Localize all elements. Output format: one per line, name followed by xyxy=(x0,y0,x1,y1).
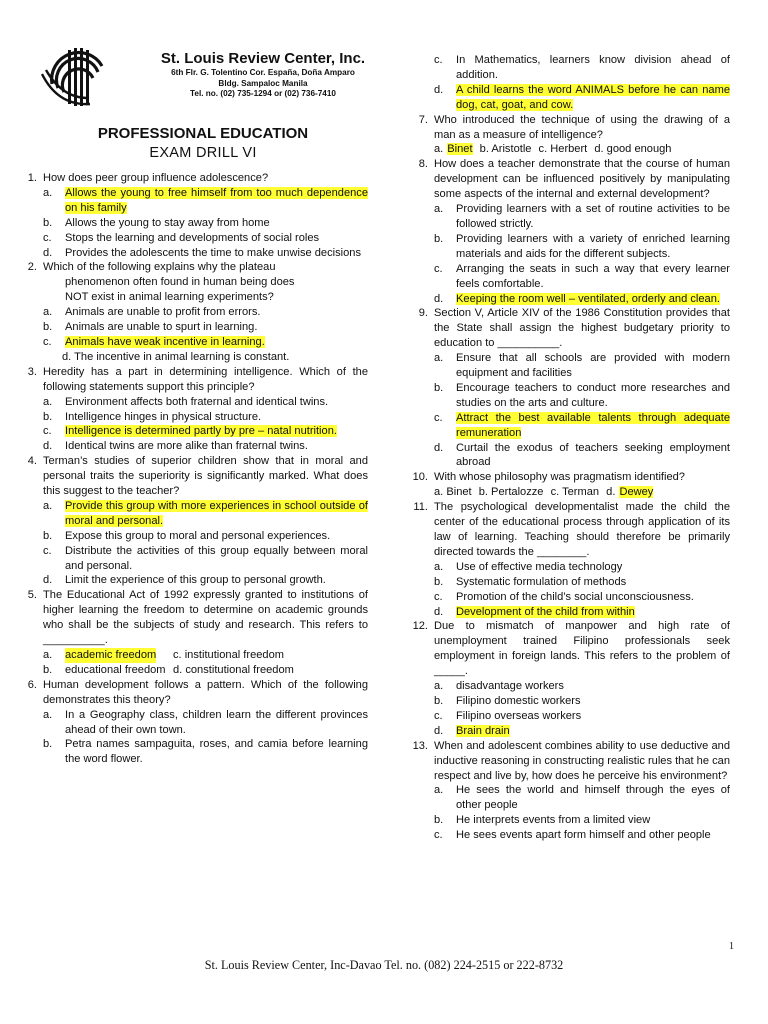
question-6: 6. Human development follows a pattern. Which of the following demonstrates this theory? xyxy=(27,678,368,706)
question-3: 3. Heredity has a part in determining intelligence. Which of the following statements support this principle? xyxy=(27,365,368,393)
option: b. Expose this group to moral and personal experiences. xyxy=(43,529,331,542)
answer-highlight: academic freedom xyxy=(65,649,157,661)
company-logo-icon xyxy=(38,44,118,110)
answer-highlight: Provide this group with more experiences in school outside of moral and personal. xyxy=(65,499,368,527)
option: b. Encourage teachers to conduct more researches and studies on the arts and culture. xyxy=(434,381,730,409)
option-row: a. Binet b. Aristotle c. Herbert d. good enough xyxy=(434,143,672,156)
option: d. Identical twins are more alike than fraternal twins. xyxy=(43,440,308,453)
option: b. Intelligence hinges in physical structure. xyxy=(43,410,262,423)
option: d. Curtail the exodus of teachers seeking employment abroad xyxy=(434,441,730,469)
option: d. A child learns the word ANIMALS before he can name dog, cat, goat, and cow. xyxy=(434,83,730,111)
question-10: 10. With whose philosophy was pragmatism identified? xyxy=(412,471,685,484)
letterhead xyxy=(118,50,408,100)
option: b. Petra names sampaguita, roses, and camia before learning the word flower. xyxy=(43,738,368,766)
option-row: a. Binet b. Pertalozze c. Terman d. Dewey xyxy=(434,486,654,499)
option: b. Providing learners with a variety of enriched learning materials and aids for the different subjects. xyxy=(434,232,730,260)
answer-highlight: Dewey xyxy=(619,486,654,499)
option: c. Arranging the seats in such a way that every learner feels comfortable. xyxy=(434,262,730,290)
page-footer: St. Louis Review Center, Inc-Davao Tel. no. (082) 224-2515 or 222-8732 xyxy=(204,958,564,972)
option: a. Animals are unable to profit from errors. xyxy=(43,306,261,319)
address-line-1: 6th Flr. G. Tolentino Cor. España, Doña Amparo xyxy=(171,68,355,77)
answer-highlight: Binet xyxy=(447,143,473,156)
question-5: 5. The Educational Act of 1992 expressly granted to institutions of higher learning the freedom to determine on academic grounds who shall be the subjects of study and research. This refers to __________. xyxy=(27,589,368,647)
option-row: a. academic freedom c. institutional freedom xyxy=(43,649,284,661)
answer-highlight: Animals have weak incentive in learning. xyxy=(65,335,265,348)
option: a. Ensure that all schools are provided with modern equipment and facilities xyxy=(434,352,730,380)
option: a. Use of effective media technology xyxy=(434,560,623,573)
option: c. In Mathematics, learners know division ahead of addition. xyxy=(434,54,730,81)
option: c. Stops the learning and developments of social roles xyxy=(43,231,320,244)
answer-highlight: Keeping the room well – ventilated, orderly and clean. xyxy=(456,292,720,305)
question-2-line-3: NOT exist in animal learning experiments? xyxy=(65,291,274,304)
document-title: PROFESSIONAL EDUCATION xyxy=(97,125,309,142)
company-name: St. Louis Review Center, Inc. xyxy=(160,50,366,67)
option: a. Allows the young to free himself from too much dependence on his family xyxy=(43,186,368,214)
question-12: 12. Due to mismatch of manpower and high rate of unemployment trained Filipino professionals seek employment in foreign lands. This refers to the problem of _____. xyxy=(412,620,730,678)
question-8: 8. How does a teacher demonstrate that the course of human development can be influenced positively by manipulating some aspects of the internal and external development? xyxy=(418,158,730,201)
phone-line: Tel. no. (02) 735-1294 or (02) 736-7410 xyxy=(190,89,336,98)
right-column xyxy=(408,53,730,843)
option: b. He interprets events from a limited view xyxy=(434,814,651,827)
option: c. Distribute the activities of this group equally between moral and personal. xyxy=(43,544,368,572)
question-11: 11. The psychological developmentalist made the child the center of the educational process through application of its law of learning. Teaching should therefore be primarily directed towards the ________. xyxy=(413,501,730,558)
option: c. He sees events apart form himself and other people xyxy=(434,829,711,842)
address-line-2: Bldg. Sampaloc Manila xyxy=(218,78,308,88)
option: b. Filipino domestic workers xyxy=(434,694,581,707)
option: a. He sees the world and himself through the eyes of other people xyxy=(434,784,730,812)
answer-highlight: Allows the young to free himself from too much dependence on his family xyxy=(65,186,368,214)
option: d. The incentive in animal learning is constant. xyxy=(62,350,290,363)
option: d. Limit the experience of this group to personal growth. xyxy=(43,574,326,587)
answer-highlight: Brain drain xyxy=(456,724,510,737)
option: c. Attract the best available talents through adequate remuneration xyxy=(434,411,730,439)
option: a. Environment affects both fraternal and identical twins. xyxy=(43,395,329,408)
left-column xyxy=(17,171,368,767)
option: b. Animals are unable to spurt in learning. xyxy=(43,321,258,334)
option: d. Brain drain xyxy=(434,724,510,737)
option: c. Animals have weak incentive in learning. xyxy=(43,335,265,348)
option: b. Systematic formulation of methods xyxy=(434,575,627,588)
option: b. Allows the young to stay away from home xyxy=(43,216,270,229)
option: c. Filipino overseas workers xyxy=(434,709,582,722)
question-4: 4. Terman’s studies of superior children show that in moral and personal traits the superiority is significantly marked. What does this suggest to the teacher? xyxy=(27,455,368,498)
option-row: b. educational freedom d. constitutional freedom xyxy=(43,663,294,676)
answer-highlight: Development of the child from within xyxy=(456,605,635,618)
answer-highlight: A child learns the word ANIMALS before he can name dog, cat, goat, and cow. xyxy=(456,83,730,111)
question-2: 2. Which of the following explains why the plateau xyxy=(27,261,276,274)
question-13: 13. When and adolescent combines ability to use deductive and inductive reasoning in constructing realistic rules that he can respect and live by, how does he perceive his environment? xyxy=(412,739,730,782)
option: d. Keeping the room well – ventilated, orderly and clean. xyxy=(434,292,720,305)
option: a. disadvantage workers xyxy=(434,680,564,693)
question-1: 1. How does peer group influence adolescence? xyxy=(27,172,269,184)
answer-highlight: Attract the best available talents through adequate remuneration xyxy=(456,411,730,439)
option: a. Providing learners with a set of routine activities to be followed strictly. xyxy=(434,203,730,230)
question-9: 9. Section V, Article XIV of the 1986 Constitution provides that the State shall assign the highest budgetary priority to education to __________. xyxy=(418,307,730,350)
answer-highlight: Intelligence is determined partly by pre – natal nutrition. xyxy=(65,425,337,438)
option: c. Promotion of the child’s social unconsciousness. xyxy=(434,590,694,603)
question-2-line-2: phenomenon often found in human being does xyxy=(65,276,295,289)
document-subtitle: EXAM DRILL VI xyxy=(149,145,257,161)
page-number: 1 xyxy=(729,941,734,952)
question-7: 7. Who introduced the technique of using the drawing of a man as a measure of intelligence? xyxy=(418,113,730,141)
option: a. In a Geography class, children learn the different provinces ahead of their own town. xyxy=(43,708,368,736)
option: d. Development of the child from within xyxy=(434,605,635,618)
option: d. Provides the adolescents the time to make unwise decisions xyxy=(43,246,361,259)
option: a. Provide this group with more experiences in school outside of moral and personal. xyxy=(43,499,368,527)
option: c. Intelligence is determined partly by pre – natal nutrition. xyxy=(43,425,337,438)
